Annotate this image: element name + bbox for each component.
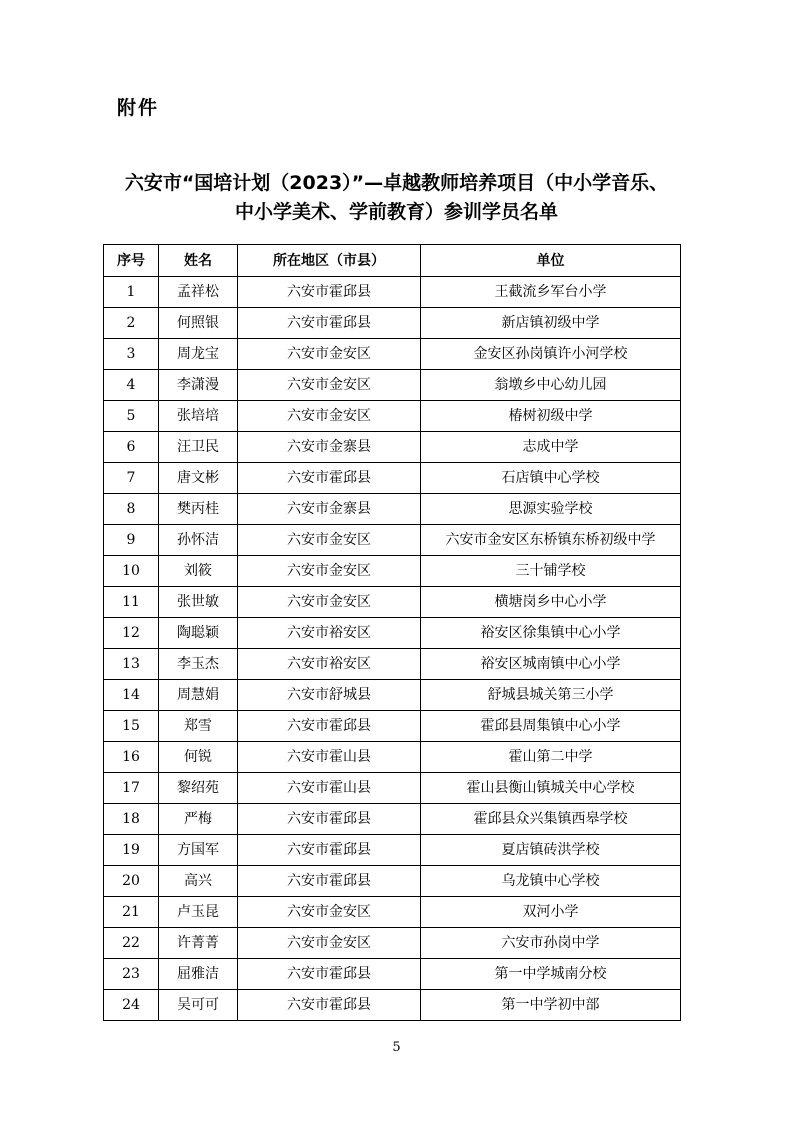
cell-region: 六安市霍邱县 [238,990,421,1021]
table-header-row [104,245,681,277]
cell-name: 张世敏 [159,587,238,618]
cell-unit: 石店镇中心学校 [421,463,681,494]
cell-name: 唐文彬 [159,463,238,494]
cell-region: 六安市霍邱县 [238,959,421,990]
cell-region: 六安市金安区 [238,339,421,370]
cell-region: 六安市霍邱县 [238,711,421,742]
cell-index: 16 [104,742,159,773]
cell-index: 11 [104,587,159,618]
cell-name: 汪卫民 [159,432,238,463]
cell-index: 23 [104,959,159,990]
table-row [104,835,681,866]
cell-region: 六安市裕安区 [238,649,421,680]
table-row [104,866,681,897]
cell-unit: 裕安区徐集镇中心小学 [421,618,681,649]
cell-index: 14 [104,680,159,711]
cell-unit: 舒城县城关第三小学 [421,680,681,711]
table-row [104,432,681,463]
cell-name: 周龙宝 [159,339,238,370]
cell-name: 郑雪 [159,711,238,742]
cell-name: 孙怀洁 [159,525,238,556]
cell-unit: 双河小学 [421,897,681,928]
cell-name: 黎绍苑 [159,773,238,804]
cell-region: 六安市舒城县 [238,680,421,711]
cell-name: 卢玉昆 [159,897,238,928]
cell-unit: 霍山第二中学 [421,742,681,773]
table-row [104,463,681,494]
table-row [104,959,681,990]
cell-index: 5 [104,401,159,432]
cell-region: 六安市金寨县 [238,432,421,463]
table-row [104,339,681,370]
cell-name: 孟祥松 [159,277,238,308]
table-row [104,711,681,742]
header-name: 姓名 [159,245,238,277]
cell-index: 8 [104,494,159,525]
cell-index: 17 [104,773,159,804]
participant-table [103,244,681,1021]
cell-name: 高兴 [159,866,238,897]
cell-unit: 新店镇初级中学 [421,308,681,339]
table-row [104,773,681,804]
table-row [104,401,681,432]
cell-unit: 第一中学初中部 [421,990,681,1021]
table-row [104,742,681,773]
table-row [104,494,681,525]
cell-index: 22 [104,928,159,959]
cell-unit: 裕安区城南镇中心小学 [421,649,681,680]
cell-index: 21 [104,897,159,928]
cell-unit: 六安市金安区东桥镇东桥初级中学 [421,525,681,556]
table-row [104,525,681,556]
cell-name: 吴可可 [159,990,238,1021]
table-row [104,587,681,618]
cell-region: 六安市金安区 [238,370,421,401]
header-unit: 单位 [421,245,681,277]
cell-unit: 王截流乡军台小学 [421,277,681,308]
cell-name: 张培培 [159,401,238,432]
table-row [104,680,681,711]
document-title-line-2: 中小学美术、学前教育）参训学员名单 [234,201,558,223]
cell-name: 李玉杰 [159,649,238,680]
table-row [104,618,681,649]
cell-region: 六安市金安区 [238,587,421,618]
cell-name: 李潇漫 [159,370,238,401]
cell-name: 刘筱 [159,556,238,587]
cell-name: 何锐 [159,742,238,773]
cell-region: 六安市霍邱县 [238,835,421,866]
cell-index: 2 [104,308,159,339]
cell-index: 6 [104,432,159,463]
cell-region: 六安市金安区 [238,401,421,432]
attachment-label: 附件 [117,97,160,119]
cell-unit: 乌龙镇中心学校 [421,866,681,897]
cell-region: 六安市金安区 [238,525,421,556]
cell-region: 六安市金安区 [238,928,421,959]
cell-region: 六安市霍邱县 [238,463,421,494]
table-row [104,897,681,928]
cell-region: 六安市金安区 [238,897,421,928]
cell-index: 9 [104,525,159,556]
cell-region: 六安市霍邱县 [238,804,421,835]
cell-region: 六安市霍山县 [238,773,421,804]
cell-unit: 椿树初级中学 [421,401,681,432]
cell-unit: 三十铺学校 [421,556,681,587]
cell-index: 15 [104,711,159,742]
cell-index: 12 [104,618,159,649]
cell-name: 严梅 [159,804,238,835]
cell-name: 樊丙桂 [159,494,238,525]
cell-unit: 霍邱县众兴集镇西皋学校 [421,804,681,835]
cell-unit: 霍山县衡山镇城关中心学校 [421,773,681,804]
cell-index: 20 [104,866,159,897]
cell-index: 4 [104,370,159,401]
cell-index: 19 [104,835,159,866]
cell-region: 六安市霍邱县 [238,277,421,308]
table-row [104,370,681,401]
table-row [104,556,681,587]
cell-name: 屈雅洁 [159,959,238,990]
cell-unit: 第一中学城南分校 [421,959,681,990]
cell-index: 13 [104,649,159,680]
cell-unit: 霍邱县周集镇中心小学 [421,711,681,742]
cell-index: 3 [104,339,159,370]
table-row [104,308,681,339]
cell-unit: 横塘岗乡中心小学 [421,587,681,618]
cell-region: 六安市裕安区 [238,618,421,649]
table-row [104,804,681,835]
table-row [104,649,681,680]
cell-unit: 思源实验学校 [421,494,681,525]
cell-index: 1 [104,277,159,308]
table-row [104,928,681,959]
cell-region: 六安市霍山县 [238,742,421,773]
cell-name: 周慧娟 [159,680,238,711]
cell-name: 陶聪颖 [159,618,238,649]
table-row [104,277,681,308]
cell-region: 六安市金寨县 [238,494,421,525]
cell-index: 18 [104,804,159,835]
cell-name: 方国军 [159,835,238,866]
header-index: 序号 [104,245,159,277]
table-row [104,990,681,1021]
header-region: 所在地区（市县） [238,245,421,277]
cell-unit: 夏店镇砖洪学校 [421,835,681,866]
cell-index: 24 [104,990,159,1021]
cell-unit: 翁墩乡中心幼儿园 [421,370,681,401]
cell-name: 何照银 [159,308,238,339]
cell-index: 7 [104,463,159,494]
cell-index: 10 [104,556,159,587]
cell-region: 六安市霍邱县 [238,308,421,339]
cell-unit: 金安区孙岗镇许小河学校 [421,339,681,370]
cell-region: 六安市霍邱县 [238,866,421,897]
cell-name: 许菁菁 [159,928,238,959]
cell-region: 六安市金安区 [238,556,421,587]
cell-unit: 六安市孙岗中学 [421,928,681,959]
document-title-line-1: 六安市“国培计划（2023）”—卓越教师培养项目（中小学音乐、 [124,172,669,194]
cell-unit: 志成中学 [421,432,681,463]
page-number: 5 [392,1040,401,1055]
